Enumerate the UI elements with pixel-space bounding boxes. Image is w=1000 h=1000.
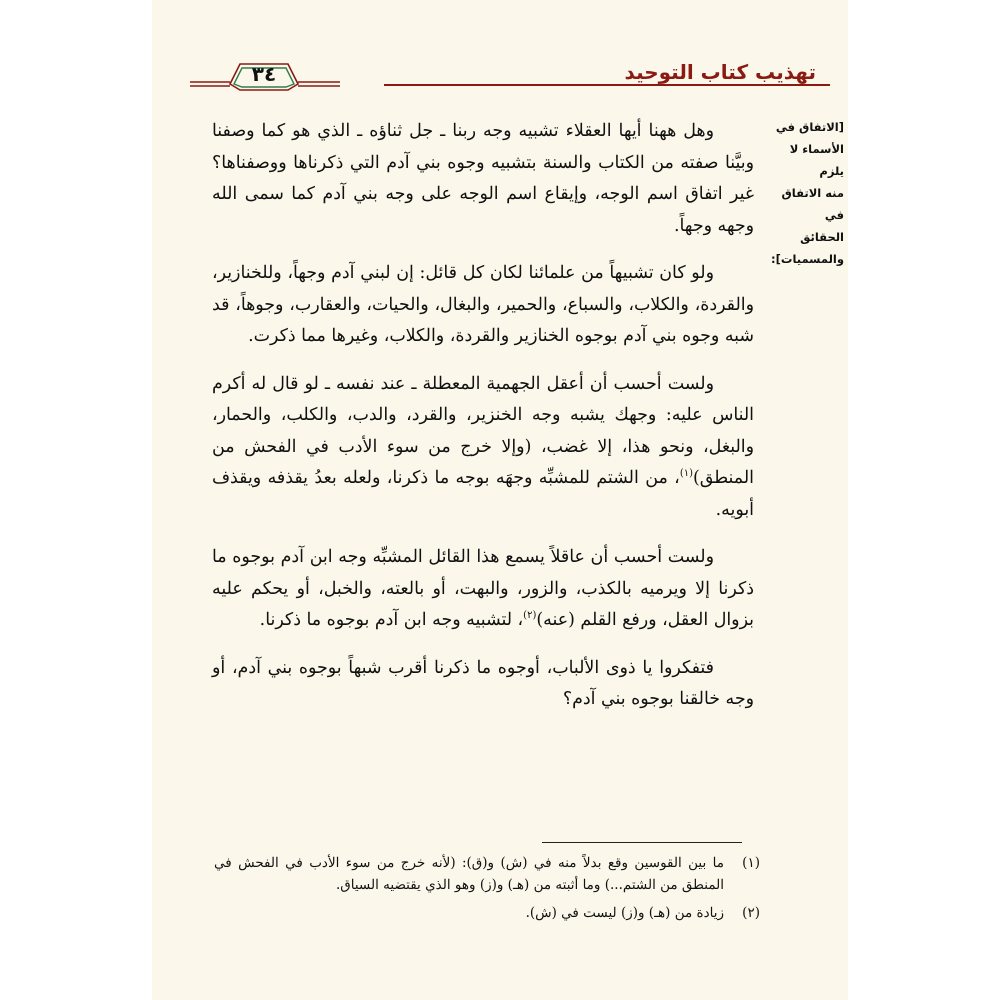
footnotes [214,852,760,930]
footnote-number: (٢) [742,905,760,921]
footnote-ref-2: (٢) [523,610,537,622]
page-number: ٣٤ [251,62,277,86]
paragraph-3-text: ولست أحسب أن أعقل الجهمية المعطلة ـ عند نفسه ـ لو قال له أكرم الناس عليه: وجهك يشبه وجه الخنزير، والقرد، والدب، والكلب، والحمار، والبغل، ونحو هذا، إلا غضب، (وإلا خرج من سوء الأدب في الفحش من المنطق) [212,373,754,488]
running-header [170,58,830,92]
paragraph-4 [212,542,754,637]
footnote-1 [214,852,760,896]
page-number-ornament [190,58,340,92]
paragraph-4-text: ولست أحسب أن عاقلاً يسمع هذا القائل المشبِّه وجه ابن آدم بوجوه ما ذكرنا إلا ويرميه بالكذب، والزور، والبهت، أو بالعته، والخبل، أو يحكم عليه بزوال العقل، ورفع القلم (عنه) [212,547,754,630]
paragraph-3 [212,369,754,527]
header-rule [384,84,830,86]
footnote-2 [214,902,760,924]
book-page [152,0,848,1000]
paragraph-4-text-cont: ، لتشبيه وجه ابن آدم بوجوه ما ذكرنا. [259,610,524,630]
footnote-rule [542,842,742,843]
footnote-number: (١) [742,855,760,871]
paragraph-2: ولو كان تشبيهاً من علمائنا لكان كل قائل: إن لبني آدم وجهاً، وللخنازير، والقردة، والكلاب، والسباع، والحمير، والبغال، والحيات، والعقارب، وجوهاً، قد شبه وجوه بني آدم بوجوه الخنازير والقردة، والكلاب، وغيرها مما ذكرت. [212,263,754,346]
margin-note: [الاتفاق في الأسماء لا يلزم منه الاتفاق في الحقائق والمسميات]: [771,120,844,266]
main-text [212,116,754,732]
paragraph-3-text-cont: ، من الشتم للمشبِّه وجهَه بوجه ما ذكرنا، ولعله بعدُ يقذفه ويقذف أبويه. [212,468,754,520]
footnote-text: زيادة من (هـ) و(ز) ليست في (ش). [525,905,724,921]
paragraph-5: فتفكروا يا ذوى الألباب، أوجوه ما ذكرنا أقرب شبهاً بوجوه بني آدم، أو وجه خالقنا بوجوه بني آدم؟ [212,657,754,709]
paragraph-1: وهل ههنا أيها العقلاء تشبيه وجه ربنا ـ جل ثناؤه ـ الذي هو كما وصفنا وبيَّنا صفته من الكتاب والسنة بتشبيه وجوه بني آدم التي ذكرناها ووصفناها؟ غير اتفاق اسم الوجه، وإيقاع اسم الوجه على وجه بني آدم كما سمى الله وجهه وجهاً. [212,121,754,236]
footnote-text: ما بين القوسين وقع بدلاً منه في (ش) و(ق): (لأنه خرج من سوء الأدب في الفحش في المنطق من الشتم...) وما أثبته من (هـ) و(ز) وهو الذي يقتضيه السياق. [214,855,724,893]
footnote-ref-1: (١) [679,468,693,480]
book-title: تهذيب كتاب التوحيد [624,60,816,84]
